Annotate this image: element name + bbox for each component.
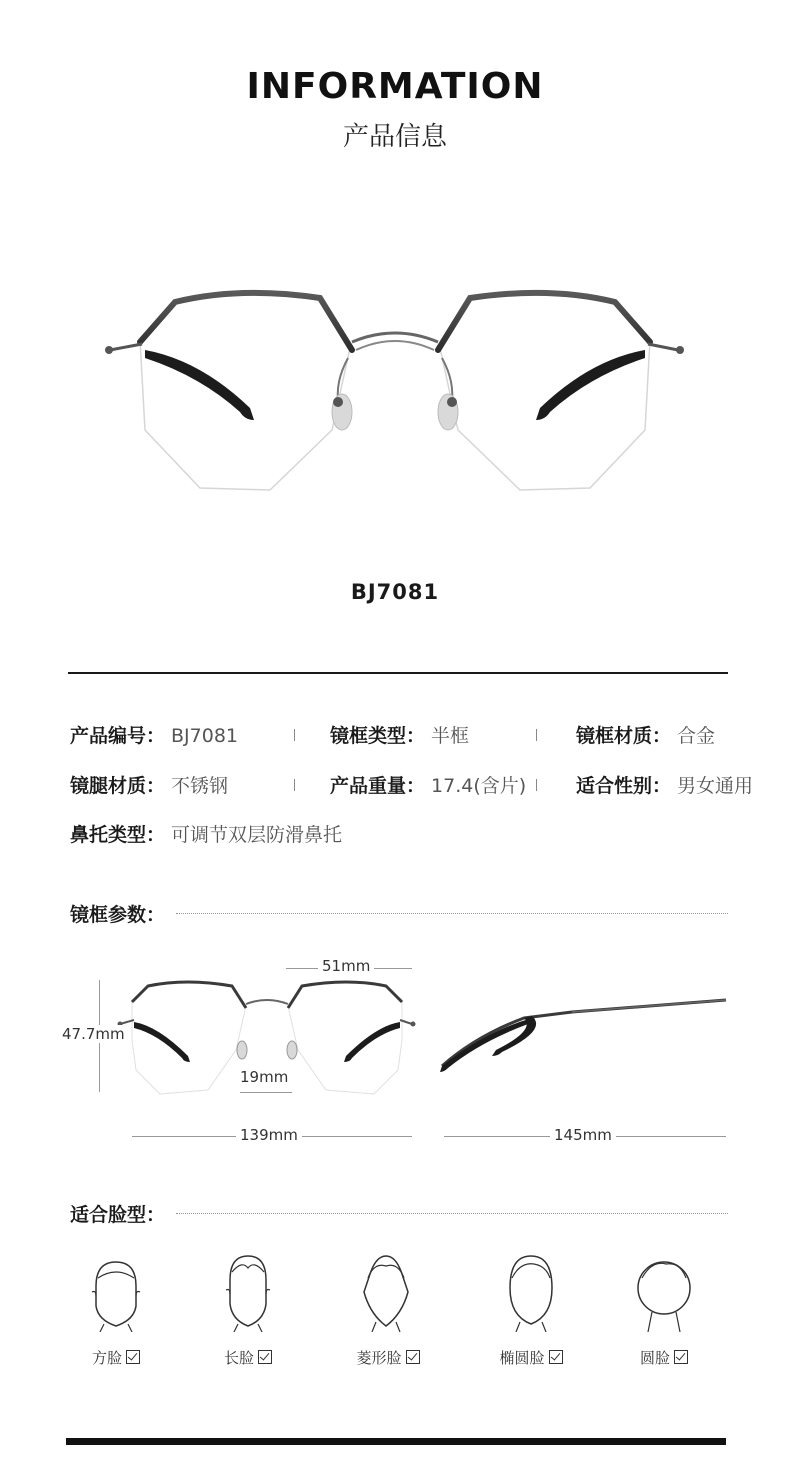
- spec-product-code: [70, 721, 238, 748]
- frame-params-label: 镜框参数：: [70, 904, 166, 926]
- spec-frame-type: [330, 721, 469, 748]
- checkbox-icon: [406, 1350, 420, 1364]
- face-item-round: [626, 1347, 702, 1368]
- diamond-face-icon: [354, 1252, 418, 1332]
- divider-bottom: [66, 1438, 726, 1445]
- frame-side-diagram: [436, 990, 730, 1080]
- checkbox-icon: [126, 1350, 140, 1364]
- spec-separator: [536, 729, 537, 741]
- checkbox-icon: [258, 1350, 272, 1364]
- spec-key: 适合性别：: [576, 775, 672, 797]
- title-zh: 产品信息: [342, 122, 447, 152]
- checkbox-icon: [674, 1350, 688, 1364]
- face-label: 圆脸: [639, 1349, 670, 1367]
- face-label: 长脸: [223, 1349, 254, 1367]
- face-item-square: [86, 1347, 146, 1368]
- face-item-long: [218, 1347, 278, 1368]
- spec-value: 男女通用: [677, 775, 754, 797]
- face-item-oval: [490, 1347, 572, 1368]
- spec-key: 产品重量：: [330, 775, 426, 797]
- spec-key: 镜腿材质：: [70, 775, 166, 797]
- divider-top: [68, 672, 728, 674]
- spec-value: 17.4(含片): [431, 775, 527, 797]
- spec-key: 镜框材质：: [576, 725, 672, 747]
- face-label: 方脸: [91, 1349, 122, 1367]
- spec-nose-pad: [70, 820, 342, 847]
- spec-value: 可调节双层防滑鼻托: [171, 824, 343, 846]
- product-model: BJ7081: [350, 580, 440, 604]
- bridge-label: 19mm: [240, 1068, 289, 1086]
- face-shapes-label: 适合脸型：: [70, 1204, 166, 1226]
- spec-temple-material: [70, 771, 228, 798]
- spec-value: 不锈钢: [171, 775, 229, 797]
- bridge-line: [240, 1092, 292, 1093]
- spec-key: 产品编号：: [70, 725, 166, 747]
- face-label: 菱形脸: [356, 1349, 402, 1367]
- spec-separator: [536, 779, 537, 791]
- oval-face-icon: [500, 1252, 562, 1332]
- spec-weight: [330, 771, 526, 798]
- spec-separator: [294, 729, 295, 741]
- long-face-icon: [218, 1252, 278, 1332]
- spec-value: BJ7081: [171, 725, 239, 747]
- spec-value: 半框: [431, 725, 470, 747]
- spec-value: 合金: [677, 725, 716, 747]
- round-face-icon: [632, 1252, 696, 1332]
- lens-height-label: 47.7mm: [62, 1025, 125, 1043]
- face-item-diamond: [348, 1347, 428, 1368]
- title-en: INFORMATION: [246, 66, 544, 107]
- spec-key: 镜框类型：: [330, 725, 426, 747]
- frame-width-label: 139mm: [236, 1126, 302, 1144]
- spec-key: 鼻托类型：: [70, 824, 166, 846]
- spec-frame-material: [576, 721, 715, 748]
- face-shapes-dotline: [176, 1213, 728, 1214]
- checkbox-icon: [549, 1350, 563, 1364]
- face-label: 椭圆脸: [499, 1349, 545, 1367]
- frame-params-dotline: [176, 913, 728, 914]
- temple-length-label: 145mm: [550, 1126, 616, 1144]
- spec-gender: [576, 771, 753, 798]
- square-face-icon: [86, 1256, 146, 1332]
- spec-separator: [294, 779, 295, 791]
- glasses-photo: [100, 280, 690, 500]
- lens-width-label: 51mm: [318, 957, 374, 975]
